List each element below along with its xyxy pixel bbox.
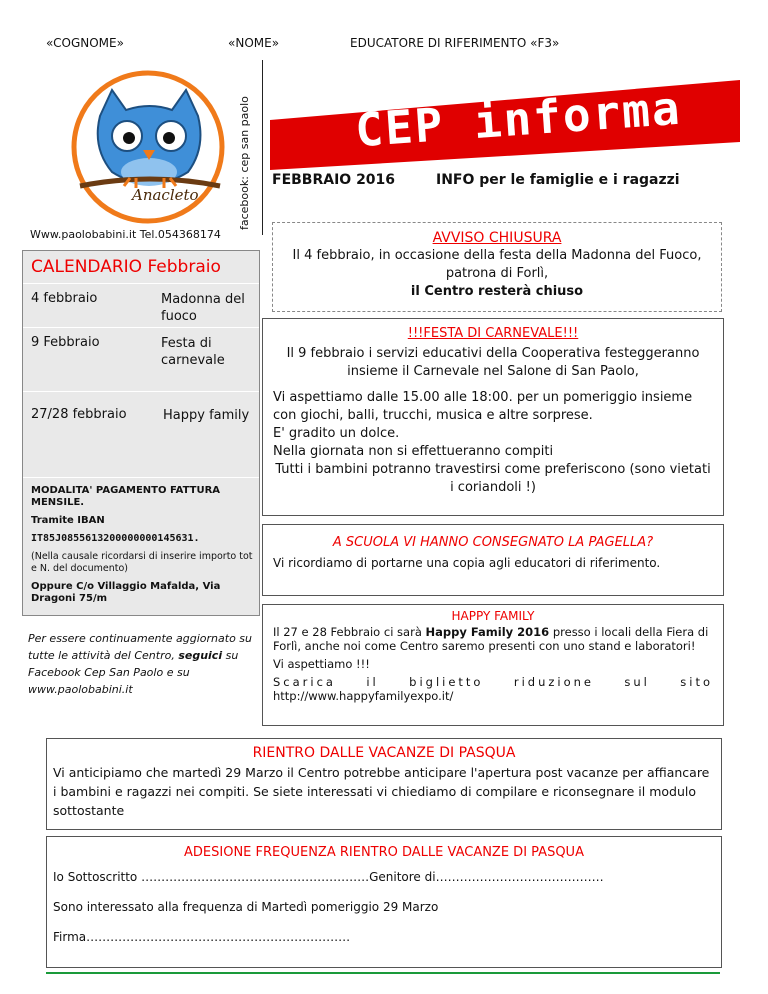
carnival-box xyxy=(262,318,724,516)
footer-rule xyxy=(46,972,720,974)
form-signature-line[interactable]: Firma………………………………………………………… xyxy=(53,930,351,944)
owl-text: Anacleto xyxy=(132,186,199,204)
closure-bold: il Centro resterà chiuso xyxy=(410,284,584,299)
report-box xyxy=(262,524,724,596)
happy-download: Scarica il biglietto riduzione sul sito xyxy=(273,675,713,689)
closure-title: AVVISO CHIUSURA xyxy=(432,230,562,246)
calendar-event: Festa di carnevale xyxy=(161,336,225,368)
form-box xyxy=(46,836,722,968)
form-interest-line: Sono interessato alla frequenza di Martedì pomeriggio 29 Marzo xyxy=(53,900,439,914)
calendar-event: Happy family xyxy=(163,408,250,423)
calendar-date: 4 febbraio xyxy=(31,291,98,306)
easter-title: RIENTRO DALLE VACANZE DI PASQUA xyxy=(252,745,516,761)
closure-text: Il 4 febbraio, in occasione della festa della Madonna del Fuoco, patrona di Forlì, xyxy=(292,248,702,281)
issue-date: FEBBRAIO 2016 xyxy=(272,172,396,188)
easter-box xyxy=(46,738,722,830)
easter-text: Vi anticipiamo che martedì 29 Marzo il Centro potrebbe anticipare l'apertura post vacanze per affiancare i bambini e ragazzi nei compiti. Se siete interessati vi chiediamo di compilare e riconsegnare il modulo sottostante xyxy=(53,765,710,818)
happy-wait: Vi aspettiamo !!! xyxy=(273,657,370,671)
carnival-title: !!!FESTA DI CARNEVALE!!! xyxy=(407,326,579,341)
carnival-costume: Tutti i bambini potranno travestirsi come preferiscono (sono vietati i coriandoli !) xyxy=(275,462,711,495)
calendar-title: CALENDARIO Febbraio xyxy=(31,257,221,277)
form-title: ADESIONE FREQUENZA RIENTRO DALLE VACANZE DI PASQUA xyxy=(184,845,584,860)
calendar-panel xyxy=(22,250,260,616)
educatore-field: EDUCATORE DI RIFERIMENTO «F3» xyxy=(350,36,560,50)
closure-box xyxy=(272,222,722,312)
calendar-date: 27/28 febbraio xyxy=(31,407,127,422)
report-title: A SCUOLA VI HANNO CONSEGNATO LA PAGELLA? xyxy=(332,535,654,550)
payment-title: MODALITA' PAGAMENTO FATTURA MENSILE. xyxy=(31,485,221,508)
payment-alt: Oppure C/o Villaggio Mafalda, Via Dragoni 75/m xyxy=(31,581,221,604)
follow-note: Per essere continuamente aggiornato su tutte le attività del Centro, seguici su Facebook Cep San Paolo e su www.paolobabini.it xyxy=(28,632,253,696)
happy-text: Il 27 e 28 Febbraio ci sarà Happy Family 2016 presso i locali della Fiera di Forlì, anche noi come Centro saremo presenti con uno stand e laboratori! xyxy=(273,625,709,653)
cognome-field: «COGNOME» xyxy=(46,36,124,50)
payment-note: (Nella causale ricordarsi di inserire importo tot e N. del documento) xyxy=(31,551,253,574)
iban-value: IT85J0855613200000000145631. xyxy=(31,533,200,544)
calendar-event: Madonna del fuoco xyxy=(161,292,245,324)
website-phone: Www.paolobabini.it Tel.054368174 xyxy=(30,228,221,241)
header-divider xyxy=(262,60,263,235)
happy-url-link[interactable]: http://www.happyfamilyexpo.it/ xyxy=(273,689,454,703)
owl-logo xyxy=(60,68,240,226)
report-text: Vi ricordiamo di portarne una copia agli educatori di riferimento. xyxy=(273,556,661,570)
page-title: CEP informa xyxy=(353,80,684,158)
carnival-line: Vi aspettiamo dalle 15.00 alle 18:00. per un pomeriggio insieme con giochi, balli, trucchi, musica e altre sorprese. xyxy=(273,390,693,423)
nome-field: «NOME» xyxy=(228,36,280,50)
iban-label: Tramite IBAN xyxy=(31,515,105,526)
calendar-date: 9 Febbraio xyxy=(31,335,100,350)
facebook-vertical-text: facebook: cep san paolo xyxy=(238,96,251,230)
issue-subtitle: INFO per le famiglie e i ragazzi xyxy=(436,172,680,188)
carnival-line: E' gradito un dolce. xyxy=(273,426,400,441)
carnival-line: Nella giornata non si effettueranno compiti xyxy=(273,444,554,459)
form-name-line[interactable]: Io Sottoscritto …………………………………………………Genitore di…………………………………… xyxy=(53,870,604,884)
happy-title: HAPPY FAMILY xyxy=(451,609,535,623)
carnival-intro: Il 9 febbraio i servizi educativi della Cooperativa festeggeranno insieme il Carnevale nel Salone di San Paolo, xyxy=(286,346,700,379)
happy-family-box xyxy=(262,604,724,726)
